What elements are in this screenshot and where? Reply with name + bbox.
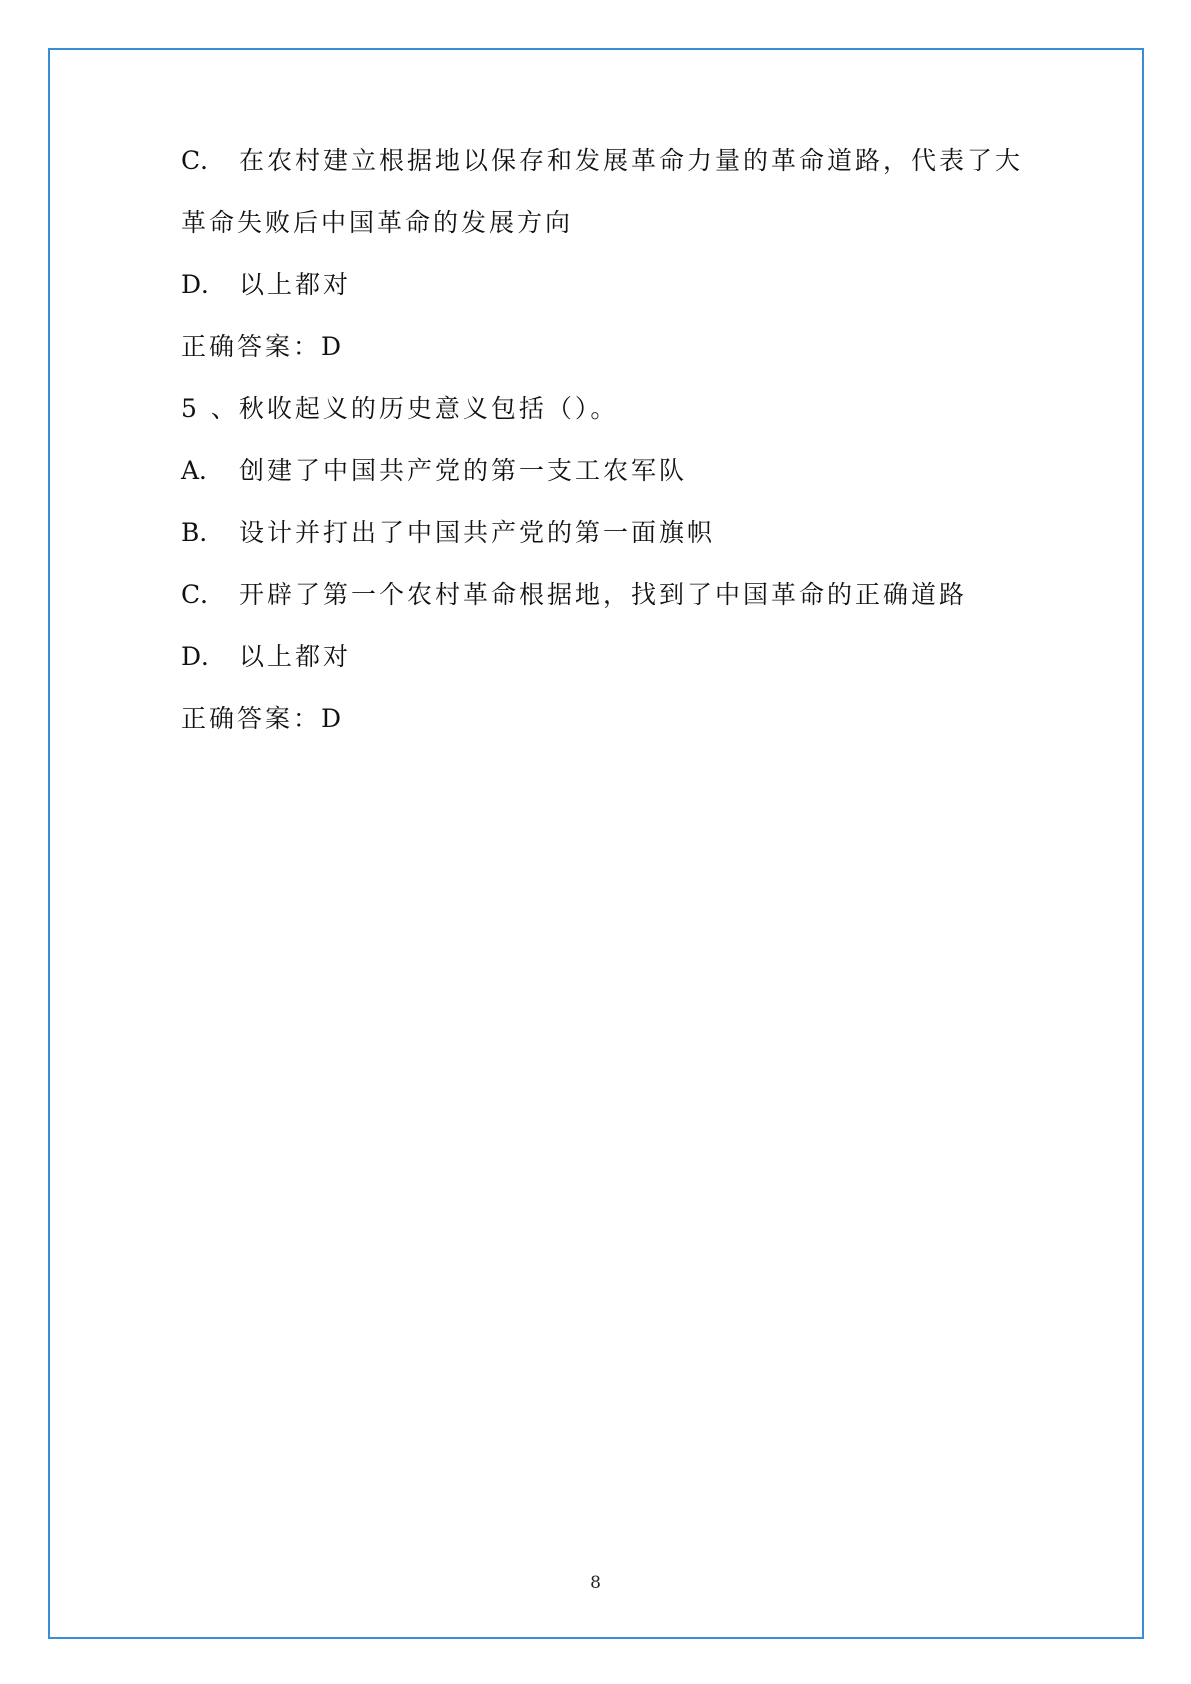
- answer-text: 正确答案：D: [181, 704, 345, 733]
- option-letter: D．: [181, 642, 227, 671]
- option-a: [181, 453, 687, 489]
- option-text: 在农村建立根据地以保存和发展革命力量的革命道路，代表了大: [239, 146, 1024, 175]
- option-d: [181, 267, 351, 303]
- question-text: 5 、秋收起义的历史意义包括（）。: [181, 394, 619, 423]
- option-letter: B．: [181, 518, 225, 547]
- answer-text: 正确答案：D: [181, 332, 345, 361]
- page-number: 8: [590, 1573, 601, 1593]
- option-letter: C．: [181, 146, 226, 175]
- option-text: 设计并打出了中国共产党的第一面旗帜: [239, 518, 716, 547]
- option-text: 创建了中国共产党的第一支工农军队: [239, 456, 688, 485]
- option-text-continuation: 革命失败后中国革命的发展方向: [181, 208, 574, 237]
- option-letter: D．: [181, 270, 227, 299]
- option-text: 开辟了第一个农村革命根据地，找到了中国革命的正确道路: [239, 580, 968, 609]
- option-c-line-1: [181, 143, 1023, 179]
- option-c: [181, 577, 967, 613]
- answer-line: [181, 701, 344, 737]
- question-5: [181, 391, 618, 427]
- option-d: [181, 639, 351, 675]
- option-text: 以上都对: [239, 270, 352, 299]
- option-letter: A．: [181, 456, 225, 485]
- option-c-line-2: [181, 205, 573, 241]
- option-b: [181, 515, 715, 551]
- answer-line: [181, 329, 344, 365]
- option-text: 以上都对: [239, 642, 352, 671]
- option-letter: C．: [181, 580, 226, 609]
